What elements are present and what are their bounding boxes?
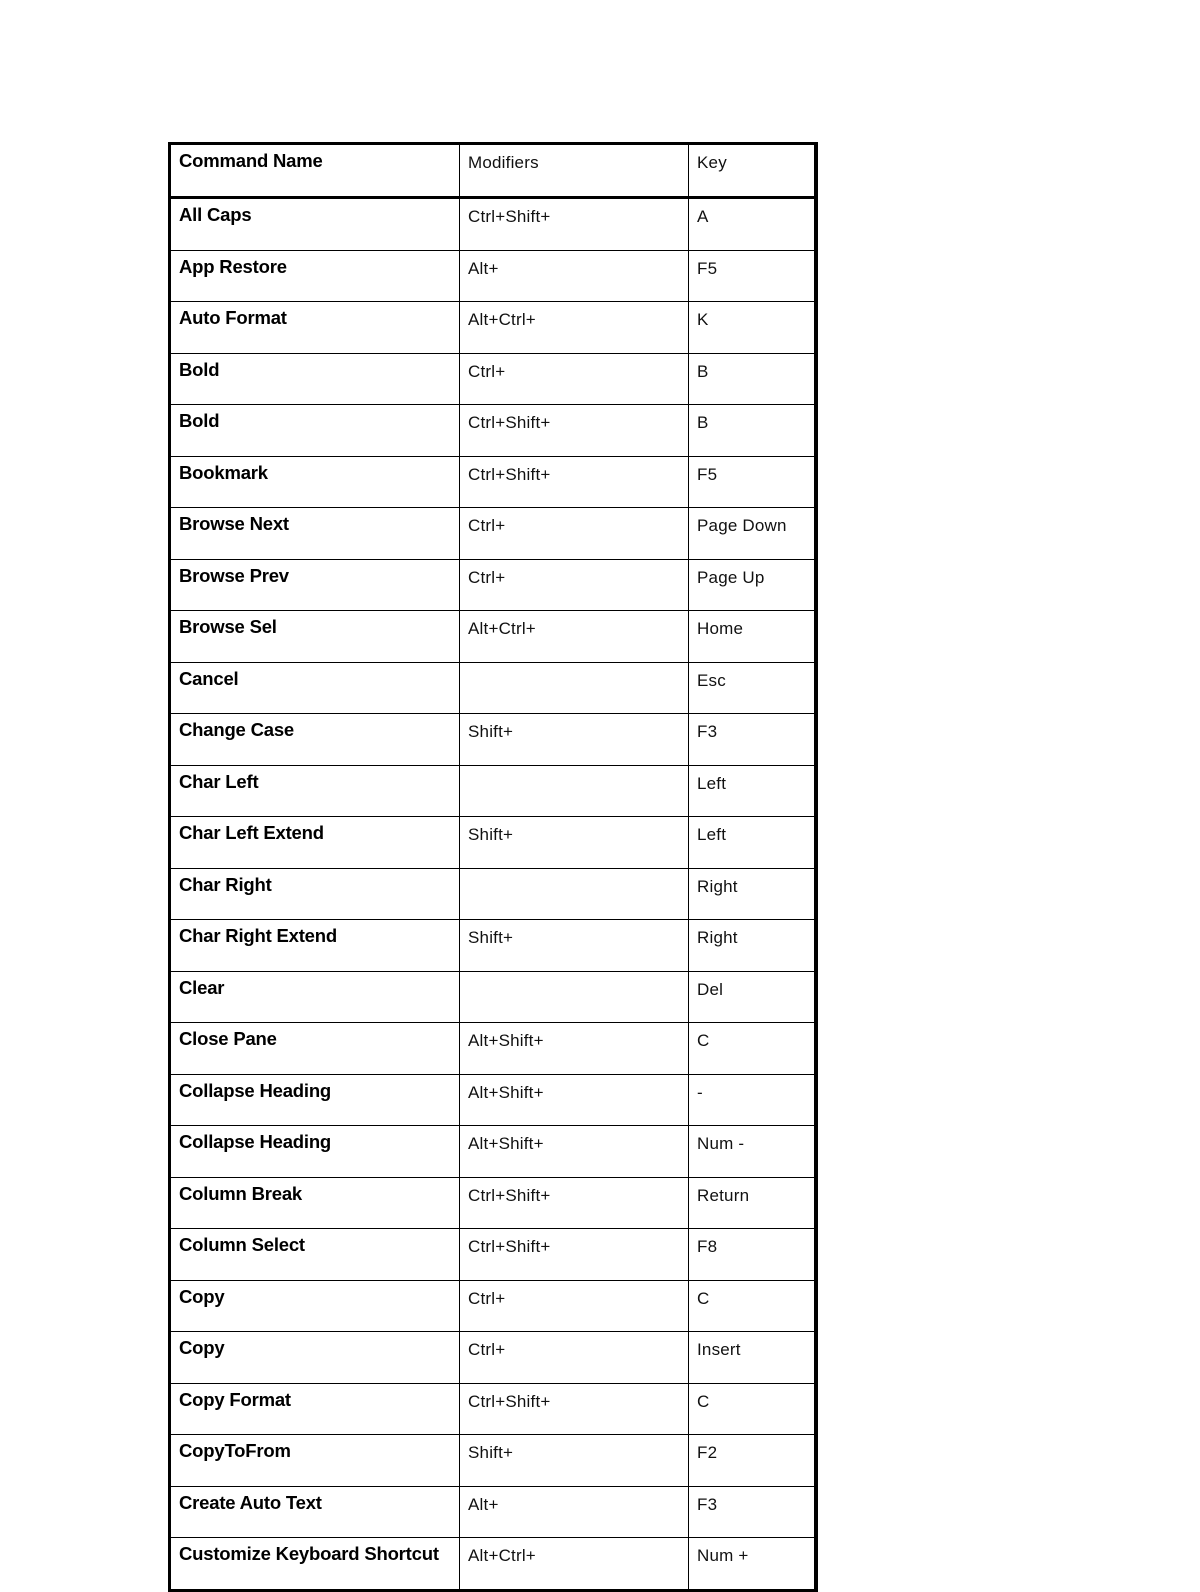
table-row	[170, 353, 816, 405]
table-row	[170, 765, 816, 817]
key-cell: C	[689, 1383, 816, 1435]
modifiers-cell: Ctrl+	[460, 353, 689, 405]
table-row	[170, 1435, 816, 1487]
table-row	[170, 250, 816, 302]
modifiers-cell: Alt+	[460, 1486, 689, 1538]
key-cell: Page Down	[689, 508, 816, 560]
modifiers-cell: Alt+Ctrl+	[460, 302, 689, 354]
table-row	[170, 1229, 816, 1281]
command-name-cell: All Caps	[170, 198, 460, 251]
modifiers-cell: Alt+Shift+	[460, 1126, 689, 1178]
modifiers-cell: Ctrl+Shift+	[460, 405, 689, 457]
table-row	[170, 198, 816, 251]
table-row	[170, 1538, 816, 1591]
command-name-cell: Column Break	[170, 1177, 460, 1229]
modifiers-cell: Alt+Shift+	[460, 1023, 689, 1075]
command-name-cell: Browse Prev	[170, 559, 460, 611]
key-cell: Left	[689, 817, 816, 869]
table-row	[170, 302, 816, 354]
table-row	[170, 1126, 816, 1178]
command-name-cell: Auto Format	[170, 302, 460, 354]
modifiers-cell: Ctrl+Shift+	[460, 198, 689, 251]
modifiers-cell: Ctrl+Shift+	[460, 1229, 689, 1281]
modifiers-cell	[460, 868, 689, 920]
command-name-cell: Browse Sel	[170, 611, 460, 663]
header-row	[170, 144, 816, 198]
key-cell: Page Up	[689, 559, 816, 611]
command-name-cell: Char Left Extend	[170, 817, 460, 869]
key-cell: C	[689, 1280, 816, 1332]
command-name-cell: Char Right	[170, 868, 460, 920]
command-name-cell: Column Select	[170, 1229, 460, 1281]
table-row	[170, 868, 816, 920]
modifiers-cell: Ctrl+	[460, 1332, 689, 1384]
key-cell: Num +	[689, 1538, 816, 1591]
key-cell: Left	[689, 765, 816, 817]
command-name-cell: Bookmark	[170, 456, 460, 508]
table-row	[170, 559, 816, 611]
command-name-cell: Bold	[170, 353, 460, 405]
modifiers-cell: Shift+	[460, 817, 689, 869]
table-row	[170, 1074, 816, 1126]
command-name-cell: Browse Next	[170, 508, 460, 560]
key-cell: Del	[689, 971, 816, 1023]
command-name-cell: Char Right Extend	[170, 920, 460, 972]
key-cell: B	[689, 353, 816, 405]
table-row	[170, 1023, 816, 1075]
modifiers-cell: Shift+	[460, 1435, 689, 1487]
modifiers-cell: Ctrl+Shift+	[460, 1177, 689, 1229]
command-name-cell: CopyToFrom	[170, 1435, 460, 1487]
modifiers-cell: Ctrl+	[460, 1280, 689, 1332]
key-cell: -	[689, 1074, 816, 1126]
command-name-cell: Create Auto Text	[170, 1486, 460, 1538]
table-row	[170, 1486, 816, 1538]
command-name-cell: Collapse Heading	[170, 1074, 460, 1126]
key-cell: Insert	[689, 1332, 816, 1384]
key-cell: F3	[689, 714, 816, 766]
table-row	[170, 456, 816, 508]
table-row	[170, 405, 816, 457]
key-cell: Esc	[689, 662, 816, 714]
table-row	[170, 920, 816, 972]
modifiers-cell: Ctrl+	[460, 559, 689, 611]
table-row	[170, 1280, 816, 1332]
table-row	[170, 1177, 816, 1229]
modifiers-cell	[460, 765, 689, 817]
key-cell: Num -	[689, 1126, 816, 1178]
modifiers-cell	[460, 662, 689, 714]
header-modifiers: Modifiers	[460, 144, 689, 198]
modifiers-cell: Shift+	[460, 920, 689, 972]
key-cell: F8	[689, 1229, 816, 1281]
command-name-cell: Char Left	[170, 765, 460, 817]
command-name-cell: Collapse Heading	[170, 1126, 460, 1178]
table-header	[170, 144, 816, 198]
key-cell: Right	[689, 868, 816, 920]
table-row	[170, 817, 816, 869]
modifiers-cell: Shift+	[460, 714, 689, 766]
command-name-cell: Change Case	[170, 714, 460, 766]
table-row	[170, 1332, 816, 1384]
modifiers-cell: Alt+Shift+	[460, 1074, 689, 1126]
key-cell: Return	[689, 1177, 816, 1229]
modifiers-cell: Ctrl+Shift+	[460, 1383, 689, 1435]
modifiers-cell	[460, 971, 689, 1023]
header-command-name: Command Name	[170, 144, 460, 198]
key-cell: Right	[689, 920, 816, 972]
command-name-cell: Customize Keyboard Shortcut	[170, 1538, 460, 1591]
modifiers-cell: Ctrl+Shift+	[460, 456, 689, 508]
table-row	[170, 1383, 816, 1435]
command-name-cell: Close Pane	[170, 1023, 460, 1075]
key-cell: Home	[689, 611, 816, 663]
table-row	[170, 714, 816, 766]
key-cell: C	[689, 1023, 816, 1075]
command-name-cell: App Restore	[170, 250, 460, 302]
table-row	[170, 508, 816, 560]
command-name-cell: Cancel	[170, 662, 460, 714]
command-name-cell: Copy Format	[170, 1383, 460, 1435]
modifiers-cell: Alt+Ctrl+	[460, 611, 689, 663]
key-cell: B	[689, 405, 816, 457]
key-cell: K	[689, 302, 816, 354]
shortcut-table	[168, 142, 818, 1592]
command-name-cell: Copy	[170, 1280, 460, 1332]
modifiers-cell: Alt+	[460, 250, 689, 302]
table-row	[170, 662, 816, 714]
header-key: Key	[689, 144, 816, 198]
key-cell: A	[689, 198, 816, 251]
table-row	[170, 611, 816, 663]
key-cell: F5	[689, 250, 816, 302]
key-cell: F2	[689, 1435, 816, 1487]
table-row	[170, 971, 816, 1023]
key-cell: F3	[689, 1486, 816, 1538]
command-name-cell: Copy	[170, 1332, 460, 1384]
key-cell: F5	[689, 456, 816, 508]
table-body	[170, 198, 816, 1591]
command-name-cell: Bold	[170, 405, 460, 457]
modifiers-cell: Alt+Ctrl+	[460, 1538, 689, 1591]
modifiers-cell: Ctrl+	[460, 508, 689, 560]
command-name-cell: Clear	[170, 971, 460, 1023]
